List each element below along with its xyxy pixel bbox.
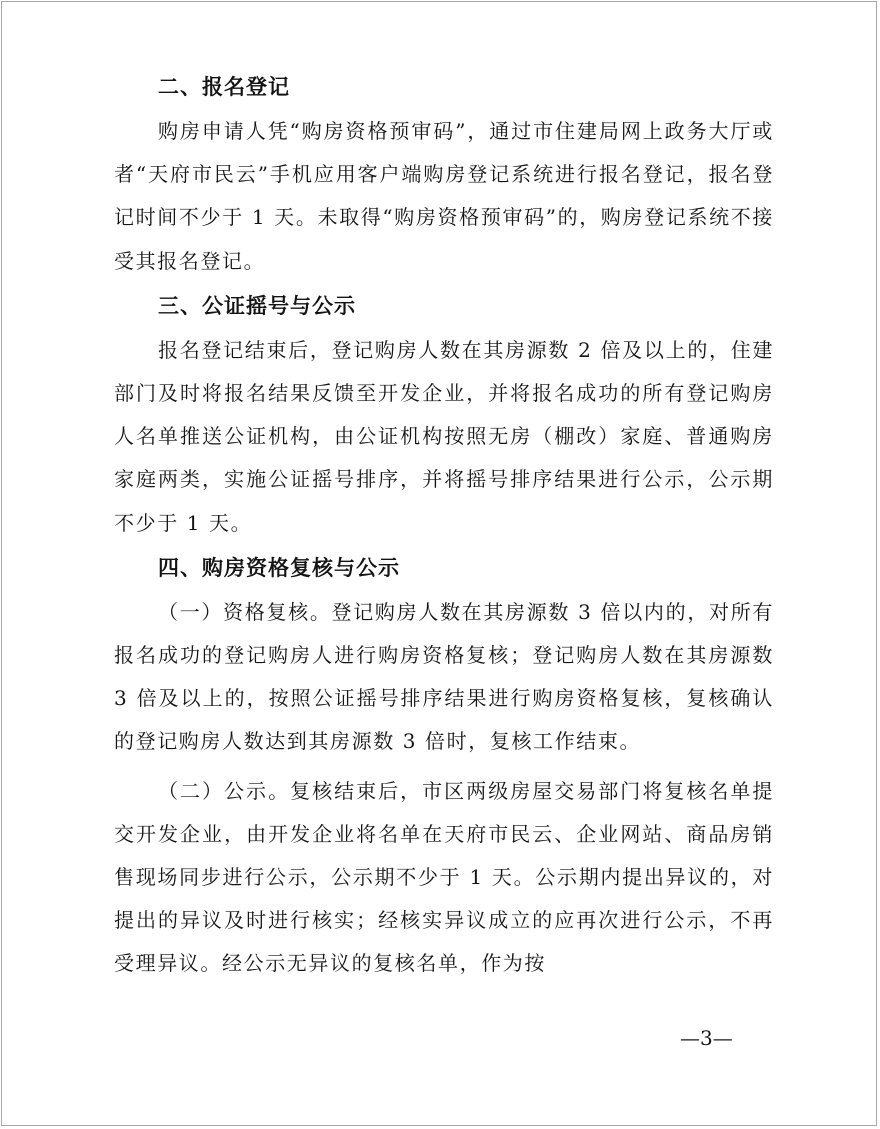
section-heading-lottery: 三、公证摇号与公示 [158, 293, 356, 318]
section-heading-registration: 二、报名登记 [158, 75, 290, 99]
paragraph-registration: 购房申请人凭“购房资格预审码”，通过市住建局网上政务大厅或者“天府市民云”手机应用客户端购房登记系统进行报名登记，报名登记时间不少于 1 天。未取得“购房资格预审码”的，购房登记系统不接受其报名登记。 [114, 119, 774, 273]
section-heading-review: 四、购房资格复核与公示 [158, 555, 400, 580]
page-number: —3— [680, 1026, 733, 1050]
paragraph-review-qualification: （一）资格复核。登记购房人数在其房源数 3 倍以内的，对所有报名成功的登记购房人进行购房资格复核；登记购房人数在其房源数 3 倍及以上的，按照公证摇号排序结果进行购房资格复核，复核确认的登记购房人数达到其房源数 3 倍时，复核工作结束。 [114, 599, 774, 754]
paragraph-lottery: 报名登记结束后，登记购房人数在其房源数 2 倍及以上的，住建部门及时将报名结果反馈至开发企业，并将报名成功的所有登记购房人名单推送公证机构，由公证机构按照无房（棚改）家庭、普通购房家庭两类，实施公证摇号排序，并将摇号排序结果进行公示，公示期不少于 1 天。 [114, 337, 774, 535]
paragraph-review-publicity: （二）公示。复核结束后，市区两级房屋交易部门将复核名单提交开发企业，由开发企业将名单在天府市民云、企业网站、商品房销售现场同步进行公示，公示期不少于 1 天。公示期内提出异议的，对提出的异议及时进行核实；经核实异议成立的应再次进行公示，不再受理异议。经公示无异议的复核名单，作为按 [114, 778, 774, 976]
document-body [114, 64, 774, 986]
